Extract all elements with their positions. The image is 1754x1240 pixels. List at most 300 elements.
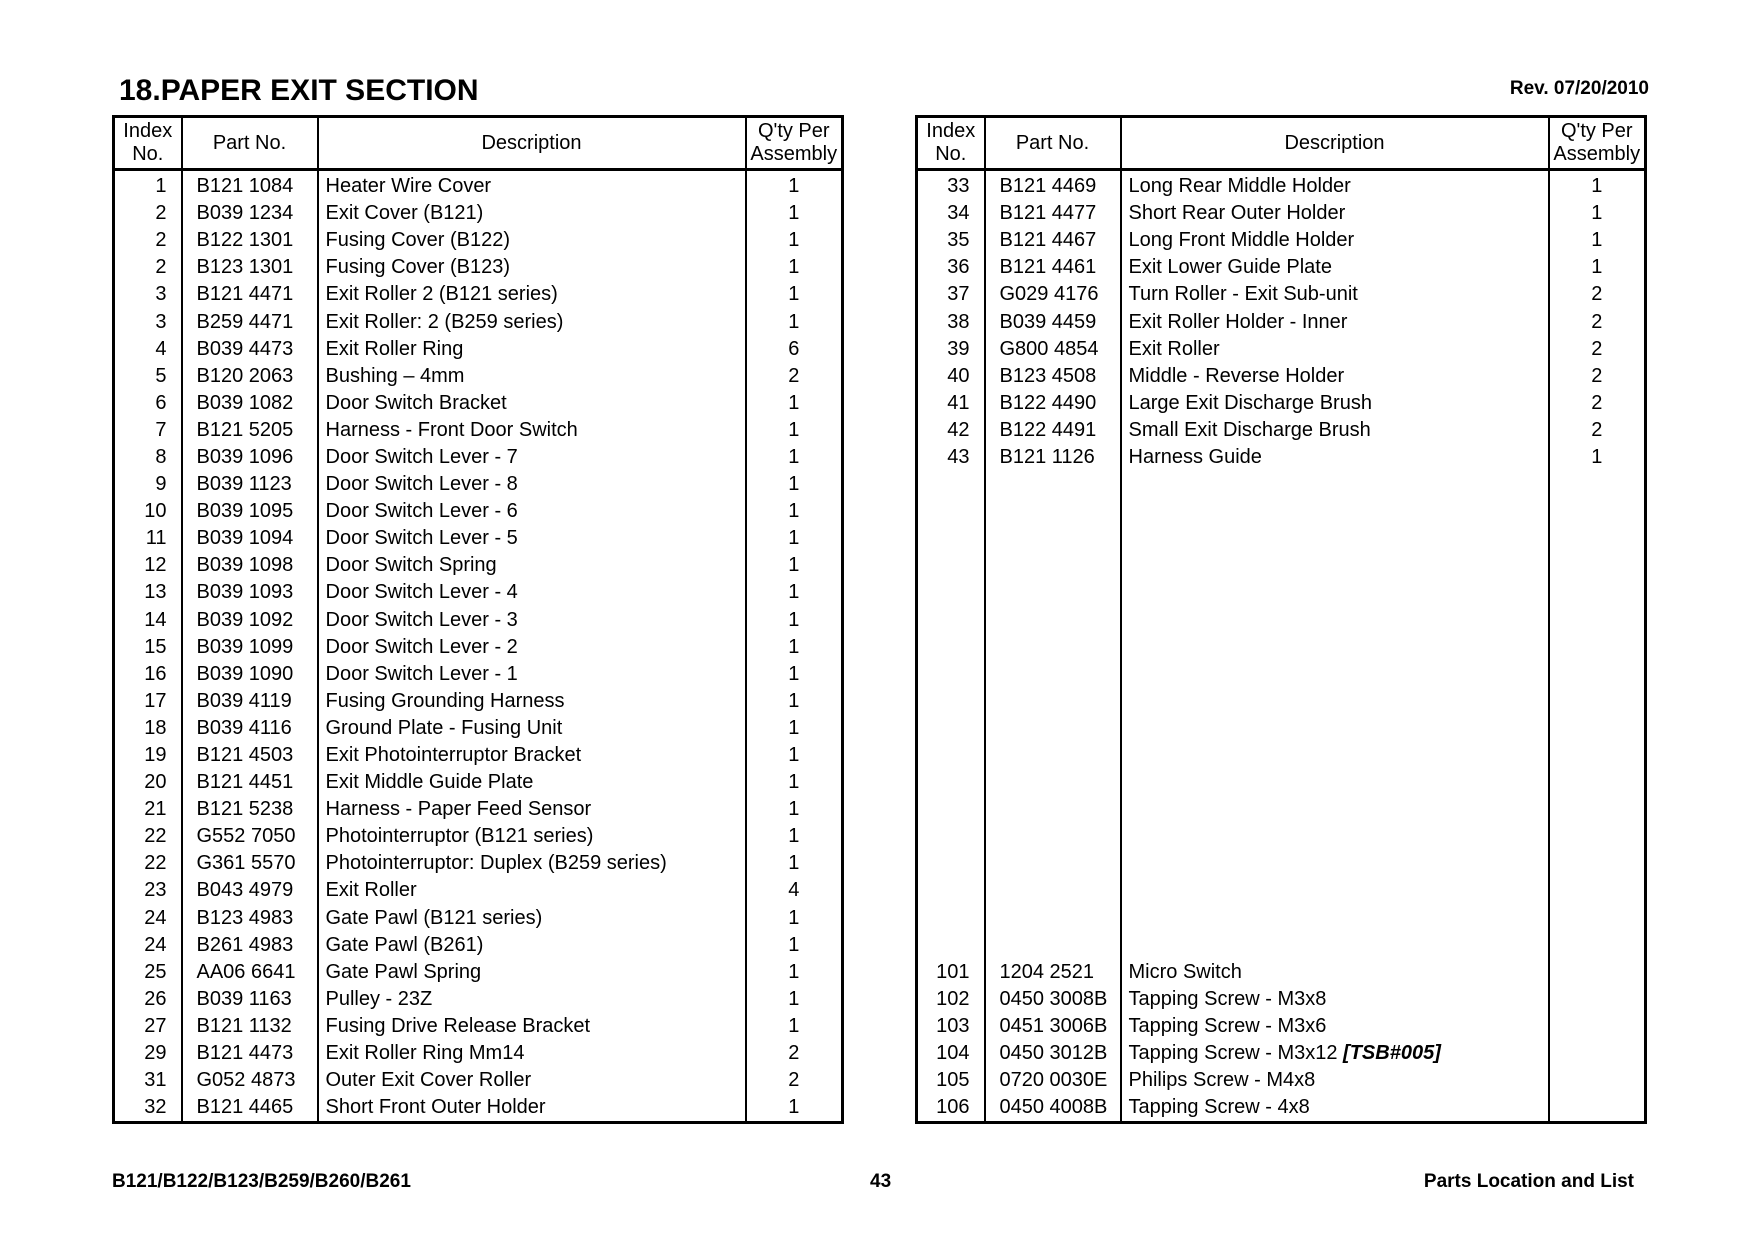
index-no-cell bbox=[917, 579, 985, 606]
table-row bbox=[114, 607, 843, 634]
part-no-cell: B121 4465 bbox=[182, 1094, 318, 1123]
index-no-cell bbox=[917, 715, 985, 742]
table-row bbox=[917, 444, 1646, 471]
part-no-cell bbox=[985, 823, 1121, 850]
description-cell: Exit Roller Ring bbox=[318, 336, 746, 363]
index-no-cell: 42 bbox=[947, 418, 970, 441]
part-no-cell: G552 7050 bbox=[182, 823, 318, 850]
qty-cell: 1 bbox=[1549, 227, 1646, 254]
description-cell bbox=[1121, 552, 1549, 579]
description-cell: Pulley - 23Z bbox=[318, 986, 746, 1013]
part-no-cell: G029 4176 bbox=[985, 281, 1121, 308]
table-row bbox=[114, 742, 843, 769]
part-no-cell: B039 1092 bbox=[182, 607, 318, 634]
table-row bbox=[917, 715, 1646, 742]
qty-cell: 1 bbox=[746, 607, 843, 634]
description-cell: Middle - Reverse Holder bbox=[1121, 363, 1549, 390]
description-cell: Door Switch Lever - 1 bbox=[318, 661, 746, 688]
index-no-cell: 6 bbox=[155, 391, 167, 414]
part-no-cell: B122 4491 bbox=[985, 417, 1121, 444]
part-no-cell bbox=[985, 661, 1121, 688]
parts-table-right bbox=[915, 115, 1647, 1124]
description-cell: Tapping Screw - M3x8 bbox=[1121, 986, 1549, 1013]
qty-cell: 1 bbox=[746, 227, 843, 254]
qty-cell: 2 bbox=[746, 1067, 843, 1094]
part-no-cell: 0450 4008B bbox=[985, 1094, 1121, 1123]
qty-cell bbox=[1549, 1040, 1646, 1067]
qty-cell: 2 bbox=[1549, 336, 1646, 363]
description-cell: Exit Roller Holder - Inner bbox=[1121, 308, 1549, 335]
part-no-cell: B123 4983 bbox=[182, 905, 318, 932]
index-no-cell: 4 bbox=[155, 337, 167, 360]
part-no-cell: B120 2063 bbox=[182, 363, 318, 390]
qty-cell bbox=[1549, 1067, 1646, 1094]
table-row bbox=[114, 170, 843, 201]
table-row bbox=[917, 1067, 1646, 1094]
description-cell: Fusing Drive Release Bracket bbox=[318, 1013, 746, 1040]
description-cell: Door Switch Lever - 4 bbox=[318, 579, 746, 606]
part-no-cell: B261 4983 bbox=[182, 932, 318, 959]
table-row bbox=[917, 227, 1646, 254]
part-no-cell: B039 1094 bbox=[182, 525, 318, 552]
qty-cell: 6 bbox=[746, 336, 843, 363]
part-no-cell: B121 1132 bbox=[182, 1013, 318, 1040]
table-row bbox=[917, 254, 1646, 281]
qty-cell bbox=[1549, 471, 1646, 498]
description-cell: Short Rear Outer Holder bbox=[1121, 200, 1549, 227]
parts-table-right-body bbox=[917, 170, 1646, 1123]
qty-cell: 1 bbox=[746, 498, 843, 525]
index-no-cell: 25 bbox=[144, 960, 167, 983]
table-row bbox=[917, 823, 1646, 850]
part-no-cell bbox=[985, 471, 1121, 498]
header-part-no: Part No. bbox=[182, 117, 318, 170]
description-cell: Fusing Cover (B123) bbox=[318, 254, 746, 281]
qty-cell: 1 bbox=[746, 796, 843, 823]
index-no-cell: 2 bbox=[155, 229, 167, 252]
table-row bbox=[114, 281, 843, 308]
header-qty-per-assembly: Q'ty Per Assembly bbox=[746, 117, 843, 170]
table-row bbox=[114, 1013, 843, 1040]
description-cell: Fusing Cover (B122) bbox=[318, 227, 746, 254]
part-no-cell: G361 5570 bbox=[182, 850, 318, 877]
table-row bbox=[917, 281, 1646, 308]
part-no-cell bbox=[985, 850, 1121, 877]
parts-table-left bbox=[112, 115, 844, 1124]
index-no-cell: 2 bbox=[155, 256, 167, 279]
revision-date: Rev. 07/20/2010 bbox=[1509, 78, 1649, 99]
qty-cell: 1 bbox=[1549, 444, 1646, 471]
footer-section-name: Parts Location and List bbox=[1423, 1171, 1634, 1192]
part-no-cell: B121 1126 bbox=[985, 444, 1121, 471]
qty-cell bbox=[1549, 498, 1646, 525]
table-row bbox=[917, 390, 1646, 417]
qty-cell: 1 bbox=[746, 986, 843, 1013]
index-no-cell: 7 bbox=[155, 418, 167, 441]
table-row bbox=[114, 715, 843, 742]
index-no-cell bbox=[917, 742, 985, 769]
part-no-cell bbox=[985, 525, 1121, 552]
table-row bbox=[114, 444, 843, 471]
qty-cell bbox=[1549, 932, 1646, 959]
index-no-cell: 1 bbox=[155, 175, 167, 198]
part-no-cell: G052 4873 bbox=[182, 1067, 318, 1094]
tsb-reference: [TSB#005] bbox=[1343, 1042, 1441, 1065]
table-row bbox=[114, 254, 843, 281]
qty-cell: 1 bbox=[746, 525, 843, 552]
parts-table-left-body bbox=[114, 170, 843, 1123]
index-no-cell bbox=[917, 498, 985, 525]
qty-cell: 2 bbox=[1549, 308, 1646, 335]
qty-cell bbox=[1549, 986, 1646, 1013]
table-row bbox=[114, 363, 843, 390]
description-cell: Door Switch Bracket bbox=[318, 390, 746, 417]
description-cell: Tapping Screw - 4x8 bbox=[1121, 1094, 1549, 1123]
table-row bbox=[917, 1013, 1646, 1040]
index-no-cell: 34 bbox=[947, 202, 970, 225]
qty-cell: 1 bbox=[746, 170, 843, 201]
qty-cell: 1 bbox=[746, 823, 843, 850]
description-cell: Exit Roller 2 (B121 series) bbox=[318, 281, 746, 308]
table-row bbox=[917, 417, 1646, 444]
header-qty-per-assembly: Q'ty Per Assembly bbox=[1549, 117, 1646, 170]
description-cell: Turn Roller - Exit Sub-unit bbox=[1121, 281, 1549, 308]
index-no-cell bbox=[917, 525, 985, 552]
part-no-cell bbox=[985, 607, 1121, 634]
description-cell bbox=[1121, 796, 1549, 823]
description-cell: Exit Photointerruptor Bracket bbox=[318, 742, 746, 769]
part-no-cell: B122 4490 bbox=[985, 390, 1121, 417]
table-row bbox=[917, 688, 1646, 715]
table-row bbox=[114, 525, 843, 552]
description-cell: Door Switch Lever - 6 bbox=[318, 498, 746, 525]
index-no-cell: 13 bbox=[144, 581, 167, 604]
index-no-cell: 101 bbox=[936, 960, 970, 983]
qty-cell: 2 bbox=[1549, 281, 1646, 308]
index-no-cell: 18 bbox=[144, 716, 167, 739]
index-no-cell: 38 bbox=[947, 310, 970, 333]
qty-cell: 1 bbox=[746, 1094, 843, 1123]
index-no-cell: 39 bbox=[947, 337, 970, 360]
part-no-cell: B121 4451 bbox=[182, 769, 318, 796]
description-cell: Large Exit Discharge Brush bbox=[1121, 390, 1549, 417]
table-row bbox=[114, 634, 843, 661]
description-cell: Gate Pawl (B121 series) bbox=[318, 905, 746, 932]
index-no-cell: 22 bbox=[144, 825, 167, 848]
part-no-cell: B121 1084 bbox=[182, 170, 318, 201]
table-row bbox=[114, 823, 843, 850]
part-no-cell: B039 1093 bbox=[182, 579, 318, 606]
part-no-cell: 0450 3008B bbox=[985, 986, 1121, 1013]
qty-cell bbox=[1549, 661, 1646, 688]
table-row bbox=[917, 200, 1646, 227]
part-no-cell bbox=[985, 877, 1121, 904]
description-cell: Exit Roller: 2 (B259 series) bbox=[318, 308, 746, 335]
index-no-cell: 12 bbox=[144, 554, 167, 577]
qty-cell bbox=[1549, 742, 1646, 769]
table-row bbox=[917, 471, 1646, 498]
part-no-cell: B039 4116 bbox=[182, 715, 318, 742]
index-no-cell bbox=[917, 552, 985, 579]
index-no-cell: 20 bbox=[144, 771, 167, 794]
index-no-cell bbox=[917, 607, 985, 634]
qty-cell: 1 bbox=[746, 390, 843, 417]
table-row bbox=[114, 1067, 843, 1094]
description-cell bbox=[1121, 661, 1549, 688]
qty-cell: 1 bbox=[746, 579, 843, 606]
table-row bbox=[917, 742, 1646, 769]
description-cell bbox=[1121, 905, 1549, 932]
table-row bbox=[917, 1040, 1646, 1067]
qty-cell: 1 bbox=[746, 661, 843, 688]
index-no-cell: 5 bbox=[155, 364, 167, 387]
qty-cell: 2 bbox=[746, 1040, 843, 1067]
part-no-cell bbox=[985, 498, 1121, 525]
part-no-cell: B121 4503 bbox=[182, 742, 318, 769]
table-row bbox=[917, 959, 1646, 986]
description-cell bbox=[1121, 688, 1549, 715]
part-no-cell: B039 1098 bbox=[182, 552, 318, 579]
index-no-cell: 32 bbox=[144, 1096, 167, 1119]
description-cell: Micro Switch bbox=[1121, 959, 1549, 986]
part-no-cell: B121 4477 bbox=[985, 200, 1121, 227]
description-cell: Exit Cover (B121) bbox=[318, 200, 746, 227]
qty-cell: 1 bbox=[1549, 254, 1646, 281]
part-no-cell: B039 1163 bbox=[182, 986, 318, 1013]
table-row bbox=[114, 227, 843, 254]
qty-cell: 1 bbox=[746, 281, 843, 308]
description-cell: Long Rear Middle Holder bbox=[1121, 170, 1549, 201]
index-no-cell: 106 bbox=[936, 1096, 970, 1119]
index-no-cell: 31 bbox=[144, 1069, 167, 1092]
table-row bbox=[114, 417, 843, 444]
description-cell: Ground Plate - Fusing Unit bbox=[318, 715, 746, 742]
index-no-cell: 8 bbox=[155, 445, 167, 468]
part-no-cell: B121 4471 bbox=[182, 281, 318, 308]
table-row bbox=[917, 850, 1646, 877]
table-row bbox=[114, 1094, 843, 1123]
description-cell bbox=[1121, 498, 1549, 525]
qty-cell bbox=[1549, 905, 1646, 932]
table-row bbox=[114, 579, 843, 606]
qty-cell: 1 bbox=[746, 444, 843, 471]
description-cell: Long Front Middle Holder bbox=[1121, 227, 1549, 254]
table-row bbox=[917, 905, 1646, 932]
part-no-cell: B039 1123 bbox=[182, 471, 318, 498]
table-row bbox=[114, 498, 843, 525]
index-no-cell: 43 bbox=[947, 445, 970, 468]
description-cell: Harness Guide bbox=[1121, 444, 1549, 471]
table-row bbox=[917, 634, 1646, 661]
qty-cell: 2 bbox=[1549, 390, 1646, 417]
table-row bbox=[114, 200, 843, 227]
part-no-cell: AA06 6641 bbox=[182, 959, 318, 986]
part-no-cell: B123 4508 bbox=[985, 363, 1121, 390]
part-no-cell bbox=[985, 634, 1121, 661]
qty-cell: 2 bbox=[746, 363, 843, 390]
header-description: Description bbox=[1121, 117, 1549, 170]
qty-cell: 1 bbox=[746, 959, 843, 986]
qty-cell bbox=[1549, 1013, 1646, 1040]
table-row bbox=[114, 769, 843, 796]
qty-cell: 1 bbox=[746, 769, 843, 796]
table-row bbox=[114, 850, 843, 877]
qty-cell: 1 bbox=[746, 634, 843, 661]
qty-cell: 1 bbox=[746, 254, 843, 281]
description-cell: Gate Pawl (B261) bbox=[318, 932, 746, 959]
footer-model-list: B121/B122/B123/B259/B260/B261 bbox=[112, 1171, 411, 1192]
table-row bbox=[114, 905, 843, 932]
part-no-cell: B039 4473 bbox=[182, 336, 318, 363]
index-no-cell: 103 bbox=[936, 1014, 970, 1037]
footer-page-number: 43 bbox=[870, 1171, 892, 1192]
description-cell bbox=[1121, 742, 1549, 769]
table-row bbox=[917, 363, 1646, 390]
index-no-cell: 40 bbox=[947, 364, 970, 387]
table-row bbox=[114, 336, 843, 363]
index-no-cell: 24 bbox=[144, 933, 167, 956]
description-cell bbox=[1121, 607, 1549, 634]
part-no-cell bbox=[985, 579, 1121, 606]
description-cell: Outer Exit Cover Roller bbox=[318, 1067, 746, 1094]
table-row bbox=[917, 877, 1646, 904]
qty-cell bbox=[1549, 850, 1646, 877]
description-cell: Door Switch Lever - 5 bbox=[318, 525, 746, 552]
part-no-cell: B043 4979 bbox=[182, 877, 318, 904]
qty-cell: 2 bbox=[1549, 363, 1646, 390]
index-no-cell: 24 bbox=[144, 906, 167, 929]
table-row bbox=[917, 498, 1646, 525]
index-no-cell: 9 bbox=[155, 473, 167, 496]
description-cell: Exit Roller Ring Mm14 bbox=[318, 1040, 746, 1067]
description-cell bbox=[1121, 634, 1549, 661]
table-row bbox=[917, 579, 1646, 606]
part-no-cell: B121 4473 bbox=[182, 1040, 318, 1067]
index-no-cell: 22 bbox=[144, 852, 167, 875]
index-no-cell: 26 bbox=[144, 987, 167, 1010]
table-row bbox=[917, 796, 1646, 823]
description-cell bbox=[1121, 1040, 1549, 1067]
index-no-cell bbox=[917, 823, 985, 850]
index-no-cell: 10 bbox=[144, 500, 167, 523]
description-text: Tapping Screw - M3x12 bbox=[1128, 1042, 1338, 1065]
description-cell bbox=[1121, 471, 1549, 498]
qty-cell: 1 bbox=[746, 1013, 843, 1040]
index-no-cell bbox=[917, 471, 985, 498]
qty-cell: 1 bbox=[746, 932, 843, 959]
part-no-cell bbox=[985, 932, 1121, 959]
page-title: 18.PAPER EXIT SECTION bbox=[119, 74, 479, 107]
description-cell bbox=[1121, 823, 1549, 850]
index-no-cell bbox=[917, 932, 985, 959]
description-cell bbox=[1121, 715, 1549, 742]
qty-cell bbox=[1549, 769, 1646, 796]
table-row bbox=[917, 552, 1646, 579]
table-row bbox=[917, 769, 1646, 796]
table-row bbox=[114, 308, 843, 335]
qty-cell: 1 bbox=[746, 200, 843, 227]
description-cell: Bushing – 4mm bbox=[318, 363, 746, 390]
table-row bbox=[917, 336, 1646, 363]
table-row bbox=[917, 170, 1646, 201]
qty-cell: 4 bbox=[746, 877, 843, 904]
qty-cell bbox=[1549, 688, 1646, 715]
qty-cell bbox=[1549, 525, 1646, 552]
part-no-cell: B039 1234 bbox=[182, 200, 318, 227]
index-no-cell: 15 bbox=[144, 635, 167, 658]
index-no-cell: 14 bbox=[144, 608, 167, 631]
description-cell: Exit Roller bbox=[318, 877, 746, 904]
index-no-cell: 17 bbox=[144, 689, 167, 712]
index-no-cell bbox=[917, 905, 985, 932]
header-description: Description bbox=[318, 117, 746, 170]
qty-cell: 1 bbox=[746, 905, 843, 932]
index-no-cell: 41 bbox=[947, 391, 970, 414]
description-cell: Photointerruptor: Duplex (B259 series) bbox=[318, 850, 746, 877]
table-row bbox=[114, 932, 843, 959]
header-part-no: Part No. bbox=[985, 117, 1121, 170]
description-cell: Exit Middle Guide Plate bbox=[318, 769, 746, 796]
table-header-row bbox=[917, 117, 1646, 170]
table-row bbox=[114, 1040, 843, 1067]
description-cell: Small Exit Discharge Brush bbox=[1121, 417, 1549, 444]
index-no-cell: 104 bbox=[936, 1042, 970, 1065]
description-cell: Exit Roller bbox=[1121, 336, 1549, 363]
part-no-cell: B121 4469 bbox=[985, 170, 1121, 201]
index-no-cell: 35 bbox=[947, 229, 970, 252]
part-no-cell: 0451 3006B bbox=[985, 1013, 1121, 1040]
description-cell: Heater Wire Cover bbox=[318, 170, 746, 201]
table-row bbox=[114, 688, 843, 715]
qty-cell: 2 bbox=[1549, 417, 1646, 444]
qty-cell: 1 bbox=[746, 688, 843, 715]
qty-cell bbox=[1549, 715, 1646, 742]
qty-cell: 1 bbox=[746, 850, 843, 877]
part-no-cell bbox=[985, 715, 1121, 742]
description-cell bbox=[1121, 877, 1549, 904]
part-no-cell bbox=[985, 905, 1121, 932]
qty-cell bbox=[1549, 634, 1646, 661]
qty-cell: 1 bbox=[746, 552, 843, 579]
index-no-cell bbox=[917, 634, 985, 661]
header-index-no: Index No. bbox=[917, 117, 985, 170]
description-cell bbox=[1121, 850, 1549, 877]
table-row bbox=[114, 959, 843, 986]
part-no-cell bbox=[985, 688, 1121, 715]
part-no-cell: B039 1095 bbox=[182, 498, 318, 525]
table-row bbox=[917, 932, 1646, 959]
part-no-cell: B123 1301 bbox=[182, 254, 318, 281]
qty-cell bbox=[1549, 579, 1646, 606]
table-row bbox=[917, 525, 1646, 552]
qty-cell: 1 bbox=[746, 715, 843, 742]
index-no-cell: 3 bbox=[155, 283, 167, 306]
table-row bbox=[114, 661, 843, 688]
description-cell: Gate Pawl Spring bbox=[318, 959, 746, 986]
index-no-cell: 33 bbox=[947, 175, 970, 198]
description-cell: Door Switch Lever - 7 bbox=[318, 444, 746, 471]
qty-cell bbox=[1549, 796, 1646, 823]
qty-cell bbox=[1549, 552, 1646, 579]
part-no-cell: G800 4854 bbox=[985, 336, 1121, 363]
index-no-cell bbox=[917, 769, 985, 796]
description-cell bbox=[1121, 579, 1549, 606]
index-no-cell: 2 bbox=[155, 202, 167, 225]
description-cell bbox=[1121, 932, 1549, 959]
index-no-cell: 16 bbox=[144, 662, 167, 685]
description-cell: Tapping Screw - M3x6 bbox=[1121, 1013, 1549, 1040]
description-cell: Harness - Paper Feed Sensor bbox=[318, 796, 746, 823]
